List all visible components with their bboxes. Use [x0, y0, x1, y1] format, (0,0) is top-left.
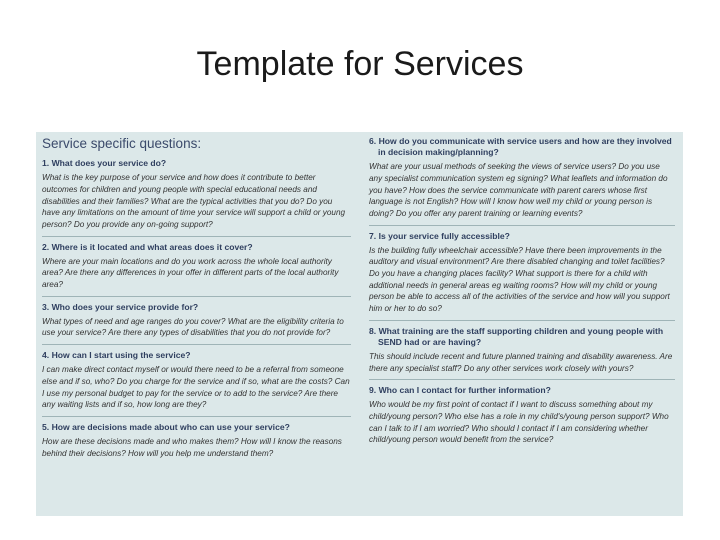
question-text: How can I start using the service?	[51, 350, 191, 361]
question-number: 2.	[42, 241, 50, 252]
question-title	[369, 231, 675, 242]
question-text: How do you communicate with service users and how are they involved in decision making/planning?	[378, 136, 672, 158]
question-block	[369, 326, 675, 375]
question-text: What does your service do?	[51, 158, 167, 169]
divider	[42, 344, 351, 345]
divider	[42, 296, 351, 297]
divider	[369, 225, 675, 226]
question-title	[42, 158, 351, 169]
question-body: I can make direct contact myself or would there need to be a referral from someone else and if so, who? Do you charge for the service and if so, what are the costs? Can I use my personal budget to pay for the service or to add to the service? Are there any waiting lists and if so, how long are they?	[42, 365, 350, 410]
question-body: Who would be my first point of contact if I want to discuss something about my child/young person? Who else has a role in my child's/young person support? Who can I talk to if I am worried? Who should I contact if I am considering whether child/young person would benefit from the service?	[369, 400, 669, 445]
question-title	[42, 302, 351, 313]
question-block	[42, 158, 351, 230]
divider	[369, 320, 675, 321]
question-number: 4.	[42, 350, 50, 361]
question-title	[42, 422, 351, 433]
question-title	[369, 136, 675, 158]
question-text: Who can I contact for further information?	[378, 385, 551, 396]
question-body: Where are your main locations and do you work across the whole local authority area? Are there any differences in your offer in different parts of the local authority area?	[42, 256, 339, 290]
question-block	[369, 385, 675, 446]
question-body: What types of need and age ranges do you cover? What are the eligibility criteria to use your service? Are there any types of disabilities that you do not provide for?	[42, 316, 344, 338]
question-block	[42, 422, 351, 459]
question-text: Where is it located and what areas does it cover?	[51, 241, 253, 252]
question-number: 7.	[369, 230, 377, 241]
divider	[42, 416, 351, 417]
question-number: 9.	[369, 385, 377, 396]
question-body: Is the building fully wheelchair accessible? Have there been improvements in the auditory and visual environment? Are there disabled changing and toilet facilities? Do you have a changing places facility? What support is there for a child with additional needs in general areas eg waiting rooms? How will my child or young person be able to access all of the activities of the service and how will you support him or her to do so?	[369, 245, 670, 313]
question-block	[369, 136, 675, 220]
slide-title: Template for Services	[196, 45, 524, 83]
question-title	[369, 326, 675, 348]
left-column	[36, 132, 359, 516]
service-questions-panel	[36, 132, 683, 516]
question-number: 6.	[369, 136, 377, 146]
divider	[369, 379, 675, 380]
question-title	[42, 242, 351, 253]
question-block	[42, 302, 351, 339]
question-text: What training are the staff supporting children and young people with SEND had or are having?	[378, 325, 664, 347]
question-body: How are these decisions made and who makes them? How will I know the reasons behind their decisions? How will you help me understand them?	[42, 437, 342, 458]
question-block	[42, 242, 351, 291]
question-text: Is your service fully accessible?	[378, 230, 510, 241]
question-number: 1.	[42, 158, 50, 169]
panel-heading: Service specific questions:	[42, 136, 202, 151]
right-column	[359, 132, 683, 516]
question-title	[369, 385, 675, 396]
question-number: 5.	[42, 421, 50, 432]
question-body: What is the key purpose of your service and how does it contribute to better outcomes for children and young people with special educational needs and disabilities and their families? What are the typical activities that you do? Do you have any limitations on the amount of time your service will support a child or young person? Do you provide any on-going support?	[42, 173, 346, 229]
question-block	[369, 231, 675, 315]
question-body: This should include recent and future planned training and disability awareness. Are there any specialist staff? Do any other services work closely with yours?	[369, 351, 673, 373]
question-title	[42, 350, 351, 361]
question-number: 3.	[42, 301, 50, 312]
question-number: 8.	[369, 325, 377, 336]
question-text: How are decisions made about who can use your service?	[51, 421, 290, 432]
question-text: Who does your service provide for?	[51, 301, 199, 312]
question-body: What are your usual methods of seeking the views of service users? Do you use any specialist communication system eg signing? What leaflets and information do you have? How does the service communicate with parent carers whose first language is not English? How will I know how well my child or young person is doing? Do you offer any parent training or learning events?	[369, 162, 668, 218]
question-block	[42, 350, 351, 411]
divider	[42, 236, 351, 237]
